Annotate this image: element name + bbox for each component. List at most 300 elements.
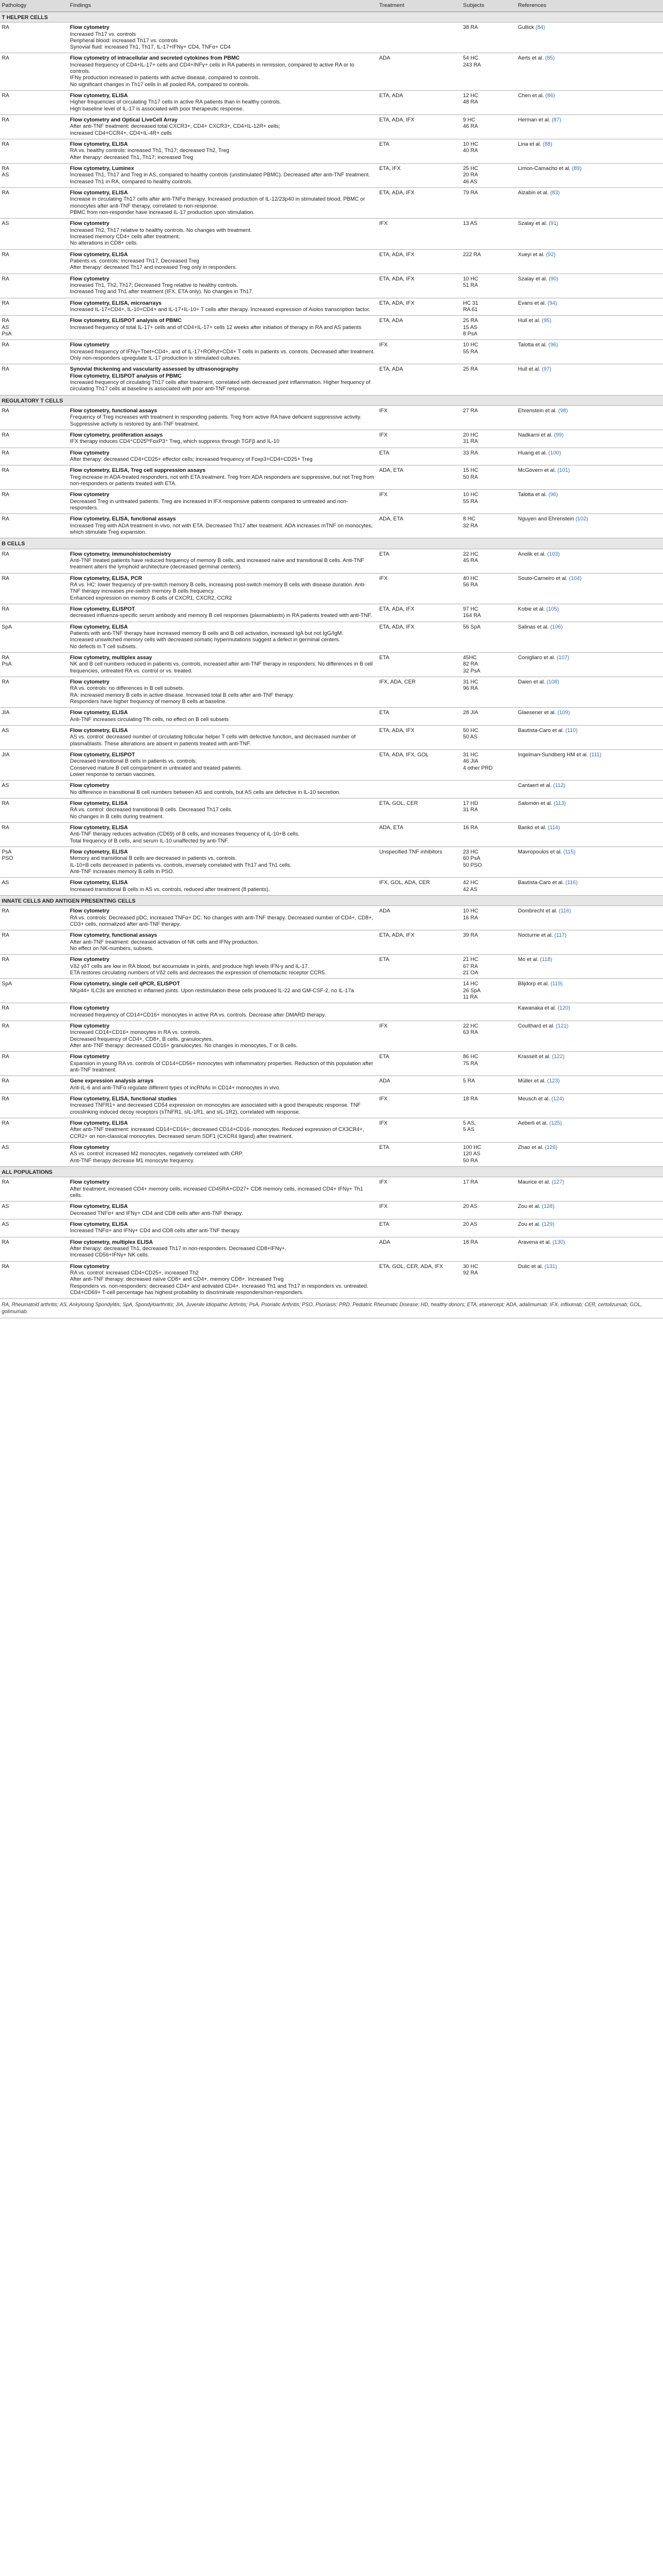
method-label: Flow cytometry <box>70 1022 110 1029</box>
reference-cell <box>516 316 663 340</box>
pathology-cell <box>0 249 68 274</box>
reference-author: Lina et al. <box>518 141 543 147</box>
method-label: Flow cytometry <box>70 1005 110 1011</box>
reference-citation-link[interactable]: (114) <box>547 824 560 830</box>
pathology-cell <box>0 274 68 298</box>
reference-citation-link[interactable]: (103) <box>547 550 560 557</box>
reference-citation-link[interactable]: (129) <box>542 1221 555 1227</box>
reference-citation-link[interactable]: (117) <box>554 932 567 938</box>
reference-citation-link[interactable]: (95) <box>542 317 551 324</box>
finding-text: RA vs. healthy controls: increased Th1, Th17; decreased Th2, Treg <box>70 147 229 154</box>
subjects-cell <box>461 274 516 298</box>
method-label: Flow cytometry, Luminex <box>70 165 134 172</box>
reference-cell <box>516 1261 663 1299</box>
findings-cell <box>68 1261 377 1299</box>
reference-citation-link[interactable]: (111) <box>590 751 602 757</box>
subjects-value: 16 RA <box>463 824 478 830</box>
reference-citation-link[interactable]: (119) <box>550 981 563 987</box>
finding-text: No effect on NK-numbers, subsets. <box>70 945 154 951</box>
pathology-cell <box>0 1142 68 1166</box>
subjects-value: 18 RA <box>463 1095 478 1102</box>
treatment-cell <box>377 1142 461 1166</box>
treatment-value: ADA, ETA <box>379 467 403 474</box>
subjects-value: 28 JIA <box>463 709 479 716</box>
treatment-cell <box>377 653 461 677</box>
treatment-cell <box>377 1052 461 1076</box>
reference-author: Szalay et al. <box>518 275 549 282</box>
finding-text: Decreased frequency of CD4+, CD8+, B cells, granulocytes. <box>70 1036 213 1042</box>
pathology-value: JIA <box>2 709 10 716</box>
reference-citation-link[interactable]: (106) <box>550 623 563 630</box>
pathology-value: RA <box>2 908 9 914</box>
subjects-value: 38 RA <box>463 24 478 31</box>
method-label: Flow cytometry <box>70 220 110 227</box>
subjects-value: 15 AS <box>463 324 477 330</box>
treatment-value: IFX <box>379 1095 388 1102</box>
reference-citation-link[interactable]: (99) <box>554 432 564 438</box>
treatment-cell <box>377 726 461 750</box>
findings-cell <box>68 781 377 799</box>
reference-cell <box>516 1076 663 1094</box>
reference-cell <box>516 274 663 298</box>
pathology-value: PsA <box>2 848 12 855</box>
finding-text: After therapy: decreased Th1, decreased Th17 in non-responders. Decreased CD8+IFNγ+. <box>70 1245 287 1251</box>
subjects-value: 20 HC <box>463 432 479 438</box>
reference-citation-link[interactable]: (109) <box>557 709 570 716</box>
reference-author: Coulthard et al. <box>518 1022 556 1029</box>
findings-cell <box>68 749 377 780</box>
reference-citation-link[interactable]: (113) <box>554 800 566 806</box>
reference-cell <box>516 677 663 708</box>
treatment-cell <box>377 340 461 364</box>
finding-text: No alterations in CD8+ cells. <box>70 240 138 246</box>
finding-text: Responders vs. non-responders: decreased CD4+ and activated CD4+. Increased Th1 and Th17 in responders vs. untreated. CD4+CD69+ T-cell percentage has highest probability to discriminate responders/non-responders. <box>70 1283 368 1295</box>
finding-text: Increased CD14+CD16+ monocytes in RA vs. controls. <box>70 1029 201 1036</box>
treatment-cell <box>377 164 461 188</box>
reference-cell <box>516 1118 663 1142</box>
reference-cell <box>516 139 663 164</box>
treatment-cell <box>377 622 461 652</box>
treatment-cell <box>377 219 461 249</box>
subjects-value: HC 31 <box>463 300 479 306</box>
subjects-value: 50 RA <box>463 1157 478 1163</box>
pathology-cell <box>0 465 68 490</box>
finding-text: Decreased TNFα+ and IFNγ+ CD4 and CD8 cells after anti-TNF therapy. <box>70 1210 243 1216</box>
reference-citation-link[interactable]: (101) <box>557 467 570 474</box>
treatment-value: ETA, ADA, IFX <box>379 190 414 196</box>
reference-citation-link[interactable]: (87) <box>551 117 561 123</box>
pathology-value: AS <box>2 879 9 886</box>
reference-citation-link[interactable]: (115) <box>563 848 576 855</box>
treatment-value: ADA <box>379 1078 391 1084</box>
treatment-cell <box>377 115 461 139</box>
table-row <box>0 188 663 219</box>
findings-cell <box>68 53 377 91</box>
reference-citation-link[interactable]: (94) <box>547 300 557 306</box>
findings-cell <box>68 878 377 896</box>
treatment-value: ETA <box>379 141 390 147</box>
reference-citation-link[interactable]: (121) <box>555 1022 569 1029</box>
subjects-value: 56 SpA <box>463 623 481 630</box>
subjects-cell <box>461 1118 516 1142</box>
subjects-cell <box>461 847 516 877</box>
reference-citation-link[interactable]: (122) <box>551 1054 565 1060</box>
reference-citation-link[interactable]: (96) <box>548 342 558 348</box>
reference-cell <box>516 930 663 955</box>
table-row <box>0 298 663 316</box>
reference-author: Limon-Camacho et al. <box>518 165 572 172</box>
reference-cell <box>516 465 663 490</box>
reference-citation-link[interactable]: (100) <box>548 449 561 456</box>
reference-cell <box>516 749 663 780</box>
table-row <box>0 798 663 822</box>
finding-text: Increased Treg and Th1 after treatment (IFX, ETA only). No changes in Th17. <box>70 289 254 295</box>
table-row <box>0 23 663 53</box>
reference-cell <box>516 622 663 652</box>
pathology-cell <box>0 1076 68 1094</box>
table-row <box>0 249 663 274</box>
pathology-value: AS <box>2 220 9 227</box>
subjects-value: 20 RA <box>463 172 478 178</box>
subjects-value: 46 RA <box>463 123 478 130</box>
pathology-cell <box>0 653 68 677</box>
table-row <box>0 91 663 115</box>
subjects-value: 50 RA <box>463 474 478 480</box>
pathology-value: AS <box>2 172 9 178</box>
pathology-value: RA <box>2 275 9 282</box>
treatment-value: IFX, ADA, CER <box>379 679 416 685</box>
reference-cell <box>516 549 663 573</box>
treatment-cell <box>377 1021 461 1051</box>
reference-citation-link[interactable]: (88) <box>542 141 553 147</box>
reference-cell <box>516 822 663 847</box>
subjects-value: 18 RA <box>463 1239 478 1245</box>
finding-text: RA vs. control: increased CD4+CD25+, increased Th2 <box>70 1269 199 1276</box>
reference-citation-link[interactable]: (112) <box>553 782 565 789</box>
reference-author: Ehrenstein et al. <box>518 408 558 414</box>
reference-citation-link[interactable]: (126) <box>545 1144 558 1150</box>
pathology-value: RA <box>2 824 9 830</box>
finding-text: Anti-TNF increases circulating Tfh cells, no effect on B cell subsets <box>70 716 229 722</box>
table-row <box>0 549 663 573</box>
reference-citation-link[interactable]: (97) <box>542 366 551 372</box>
subjects-value: 60 PsA <box>463 855 480 862</box>
subjects-value: 31 HC <box>463 751 479 757</box>
finding-text: After anti-TNF therapy: decreased CD16+ granulocytes. No changes in monocytes, T or B cells. <box>70 1042 298 1048</box>
finding-text: RA vs. control: decreased transitional B cells. Decreased Th17 cells. <box>70 807 232 813</box>
reference-author: McGovern et al. <box>518 467 558 474</box>
reference-author: Chen et al. <box>518 93 546 99</box>
reference-author: Dombrecht et al. <box>518 908 559 914</box>
pathology-value: SpA <box>2 981 12 987</box>
pathology-cell <box>0 708 68 726</box>
table-row <box>0 115 663 139</box>
subjects-value: 12 HC <box>463 93 479 99</box>
findings-cell <box>68 930 377 955</box>
pathology-cell <box>0 53 68 91</box>
header-findings: Findings <box>68 0 377 12</box>
section-header-row <box>0 12 663 22</box>
table-row <box>0 930 663 955</box>
subjects-cell <box>461 653 516 677</box>
treatment-cell <box>377 139 461 164</box>
pathology-value: RA <box>2 317 9 324</box>
reference-citation-link[interactable]: (130) <box>552 1239 565 1245</box>
treatment-cell <box>377 188 461 219</box>
reference-citation-link[interactable]: (128) <box>542 1203 555 1210</box>
reference-citation-link[interactable]: (96) <box>548 491 558 498</box>
reference-author: Aravena et al. <box>518 1239 553 1245</box>
pathology-value: RA <box>2 1239 9 1245</box>
subjects-cell <box>461 1261 516 1299</box>
method-label: Flow cytometry and Optical LiveCell Array <box>70 117 178 123</box>
treatment-cell <box>377 23 461 53</box>
subjects-value: 31 RA <box>463 438 478 445</box>
pathology-cell <box>0 91 68 115</box>
reference-citation-link[interactable]: (104) <box>569 575 582 581</box>
treatment-value: ETA, GOL, CER <box>379 800 418 806</box>
finding-text: Increased frequency of CD14+CD16+ monocytes in active RA vs. controls. Decrease after DMARD therapy. <box>70 1011 326 1018</box>
reference-author: Kobie et al. <box>518 606 547 612</box>
reference-citation-link[interactable]: (98) <box>558 408 568 414</box>
reference-author: Ingelman-Sundberg HM et al. <box>518 751 590 757</box>
findings-cell <box>68 622 377 652</box>
treatment-cell <box>377 1118 461 1142</box>
reference-cell <box>516 298 663 316</box>
reference-cell <box>516 364 663 395</box>
method-label: Flow cytometry, ELISA <box>70 824 128 830</box>
subjects-value: 40 HC <box>463 575 479 581</box>
subjects-cell <box>461 878 516 896</box>
reference-cell <box>516 188 663 219</box>
section-title: B CELLS <box>0 538 663 549</box>
reference-citation-link[interactable]: (107) <box>557 655 569 661</box>
treatment-value: IFX <box>379 1179 388 1185</box>
reference-citation-link[interactable]: (85) <box>545 55 555 61</box>
subjects-cell <box>461 906 516 930</box>
reference-citation-link[interactable]: (127) <box>551 1179 565 1185</box>
treatment-value: IFX <box>379 408 388 414</box>
findings-cell <box>68 1202 377 1219</box>
findings-cell <box>68 139 377 164</box>
treatment-value: IFX <box>379 342 388 348</box>
reference-author: Zhao et al. <box>518 1144 545 1150</box>
reference-author: Mavropoulos et al. <box>518 848 564 855</box>
reference-author: Maurice et al. <box>518 1179 552 1185</box>
subjects-value: 5 RA <box>463 1078 475 1084</box>
finding-text: Anti-TNF treated patients have reduced frequency of memory B cells, and increased naïve and transitional B cells. Anti-TNF treatment alters the lymphoid architecture (decreased germinal centers). <box>70 557 364 570</box>
reference-citation-link[interactable]: (131) <box>545 1263 557 1269</box>
section-header-row <box>0 1166 663 1177</box>
finding-text: Increase in circulating Th17 cells after anti-TNFα therapy. Increased production of IL-12/23p40 in stimulated blood, PBMC or monocytes after anti-TNF therapy, correlated to non-response. <box>70 196 365 209</box>
pathology-cell <box>0 1052 68 1076</box>
pathology-value: RA <box>2 432 9 438</box>
pathology-value: RA <box>2 491 9 498</box>
finding-text: No defects in T cell subsets. <box>70 643 137 649</box>
pathology-value: RA <box>2 956 9 963</box>
reference-cell <box>516 1093 663 1118</box>
treatment-value: IFX <box>379 1119 388 1126</box>
reference-citation-link[interactable]: (86) <box>545 93 555 99</box>
reference-citation-link[interactable]: (116) <box>558 908 571 914</box>
finding-text: Increased IL-17+CD4+, IL-10+CD4+ and IL-17+IL-10+ T cells after therapy. Increased expression of Aiolos transcription factor. <box>70 306 371 312</box>
method-label: Flow cytometry, functional assays <box>70 932 157 938</box>
method-label: Flow cytometry, multiplex assay <box>70 655 152 661</box>
treatment-cell <box>377 604 461 622</box>
pathology-cell <box>0 1021 68 1051</box>
reference-citation-link[interactable]: (110) <box>565 727 578 733</box>
subjects-value: 48 RA <box>463 99 478 105</box>
subjects-value: 26 SpA <box>463 987 481 993</box>
pathology-value: RA <box>2 141 9 147</box>
finding-text: Increased frequency of circulating Th17 cells after treatment, correlated with decreased joint inflammation. Higher frequency of circulating Th17 cells at baseline is associated with poor anti-TNF response. <box>70 379 371 392</box>
findings-cell <box>68 465 377 490</box>
method-label: Flow cytometry, ELISA <box>70 141 128 147</box>
reference-author: Krasselt et al. <box>518 1054 552 1060</box>
subjects-cell <box>461 219 516 249</box>
treatment-value: ETA <box>379 1144 390 1150</box>
treatment-value: ETA, ADA <box>379 93 403 99</box>
subjects-cell <box>461 798 516 822</box>
pathology-cell <box>0 798 68 822</box>
subjects-value: 243 RA <box>463 61 481 68</box>
pathology-cell <box>0 781 68 799</box>
finding-text: After therapy: decreased Th17 and increased Treg only in responders. <box>70 264 237 271</box>
findings-cell <box>68 549 377 573</box>
finding-text: Total frequency of B cells, and serum IL-10 unaffected by anti-TNF. <box>70 837 229 844</box>
section-header-row <box>0 395 663 405</box>
pathology-cell <box>0 549 68 573</box>
treatment-cell <box>377 979 461 1003</box>
reference-cell <box>516 164 663 188</box>
treatment-cell <box>377 465 461 490</box>
treatment-cell <box>377 708 461 726</box>
pathology-cell <box>0 188 68 219</box>
reference-citation-link[interactable]: (89) <box>572 165 582 172</box>
subjects-value: 10 HC <box>463 141 479 147</box>
reference-author: Hull et al. <box>518 317 542 324</box>
subjects-cell <box>461 622 516 652</box>
reference-cell <box>516 708 663 726</box>
table-header-row <box>0 0 663 12</box>
table-row <box>0 726 663 750</box>
method-label: Synovial thickening and vascularity assessed by ultrasonography <box>70 366 239 372</box>
findings-cell <box>68 1076 377 1094</box>
subjects-cell <box>461 364 516 395</box>
treatment-cell <box>377 906 461 930</box>
finding-text: Enhanced expression on memory B cells of CXCR1, CXCR2, CCR2 <box>70 594 232 601</box>
finding-text: No difference in transitional B cell numbers between AS and controls, but AS cells are defective in IL-10 secretion. <box>70 789 341 795</box>
reference-citation-link[interactable]: (120) <box>557 1005 571 1011</box>
table-row <box>0 340 663 364</box>
table-row <box>0 219 663 249</box>
pathology-cell <box>0 448 68 465</box>
pathology-value: RA <box>2 679 9 685</box>
method-label: Gene expression analysis arrays <box>70 1078 154 1084</box>
reference-citation-link[interactable]: (102) <box>575 516 588 522</box>
reference-citation-link[interactable]: (84) <box>535 24 546 31</box>
finding-text: RA vs. HC: lower frequency of pre-switch memory B cells, increasing post-switch memory B cells with disease duration. Anti-TNF therapy increases pre-switch memory B cells frequency. <box>70 582 366 594</box>
reference-citation-link[interactable]: (108) <box>546 679 560 685</box>
reference-cell <box>516 1052 663 1076</box>
reference-cell <box>516 1177 663 1202</box>
reference-citation-link[interactable]: (83) <box>550 190 560 196</box>
reference-author: Nadkarni et al. <box>518 432 554 438</box>
treatment-value: IFX <box>379 1022 388 1029</box>
reference-author: Nguyen and Ehrenstein <box>518 516 576 522</box>
findings-cell <box>68 219 377 249</box>
reference-citation-link[interactable]: (124) <box>551 1095 564 1102</box>
table-row <box>0 53 663 91</box>
subjects-cell <box>461 781 516 799</box>
subjects-cell <box>461 955 516 979</box>
reference-author: Anolik et al. <box>518 550 547 557</box>
table-row <box>0 622 663 652</box>
method-label: Flow cytometry <box>70 24 110 31</box>
findings-cell <box>68 677 377 708</box>
finding-text: decreased influenza-specific serum antibody and memory B cell responses (plasmablasts) in RA patients treated with anti-TNF. <box>70 612 372 619</box>
table-row <box>0 514 663 538</box>
pathology-value: RA <box>2 55 9 61</box>
subjects-cell <box>461 708 516 726</box>
finding-text: Increased unswitched memory cells with decreased somatic hypermutations suggest a defect in germinal centers. <box>70 637 340 643</box>
reference-citation-link[interactable]: (91) <box>549 220 558 227</box>
method-label: Flow cytometry, ELISA <box>70 800 128 806</box>
reference-citation-link[interactable]: (125) <box>549 1119 562 1126</box>
reference-citation-link[interactable]: (105) <box>546 606 559 612</box>
subjects-value: 92 RA <box>463 1269 478 1276</box>
reference-citation-link[interactable]: (90) <box>549 275 558 282</box>
pathology-value: PSO <box>2 855 13 862</box>
finding-text: Peripheral blood: increased Th17 vs. controls <box>70 37 178 43</box>
reference-citation-link[interactable]: (123) <box>547 1078 560 1084</box>
table-row <box>0 274 663 298</box>
treatment-value: ETA <box>379 1054 390 1060</box>
subjects-cell <box>461 91 516 115</box>
table-body <box>0 12 663 1299</box>
table-row <box>0 1202 663 1219</box>
treatment-value: IFX <box>379 491 388 498</box>
method-label: Flow cytometry, ELISA <box>70 727 128 733</box>
reference-citation-link[interactable]: (92) <box>546 251 556 257</box>
treatment-cell <box>377 1202 461 1219</box>
reference-author: Souto-Carneiro et al. <box>518 575 569 581</box>
treatment-value: ETA <box>379 709 390 716</box>
table-row <box>0 955 663 979</box>
reference-citation-link[interactable]: (116) <box>565 879 578 886</box>
treatment-cell <box>377 298 461 316</box>
subjects-value: 16 RA <box>463 914 478 921</box>
pathology-cell <box>0 847 68 877</box>
subjects-cell <box>461 573 516 604</box>
pathology-value: RA <box>2 93 9 99</box>
method-label: Flow cytometry, ELISA <box>70 1203 128 1210</box>
reference-cell <box>516 1021 663 1051</box>
reference-author: Talotta et al. <box>518 491 549 498</box>
pathology-value: RA <box>2 190 9 196</box>
reference-author: Nocturne et al. <box>518 932 555 938</box>
pathology-value: PsA <box>2 661 12 667</box>
subjects-cell <box>461 448 516 465</box>
reference-author: Kawanaka et al. <box>518 1005 558 1011</box>
reference-author: Müller et al. <box>518 1078 547 1084</box>
reference-citation-link[interactable]: (118) <box>540 956 553 963</box>
finding-text: PBMC from non-responder have increased IL-17 production upon stimulation. <box>70 209 255 216</box>
subjects-cell <box>461 749 516 780</box>
subjects-cell <box>461 1202 516 1219</box>
method-label: Flow cytometry, ELISA <box>70 190 128 196</box>
treatment-value: IFX <box>379 575 388 581</box>
